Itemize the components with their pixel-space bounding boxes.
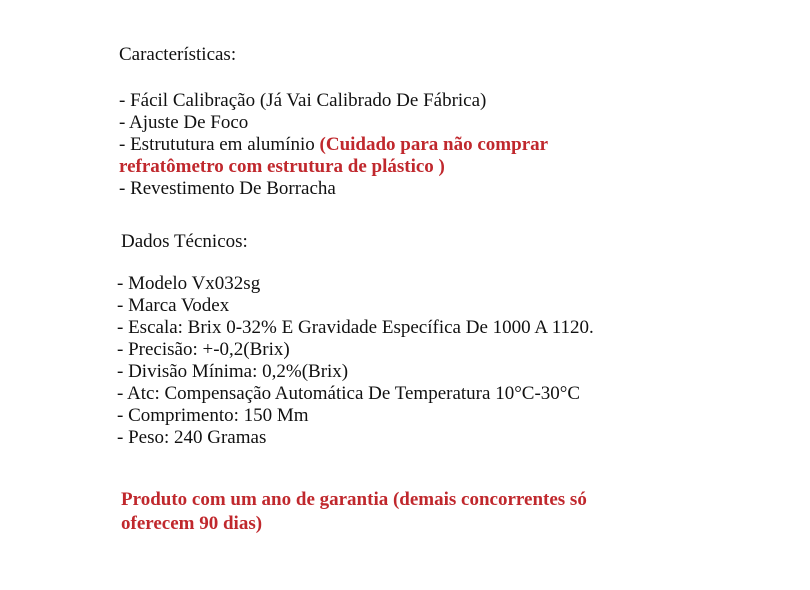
feature-item-coating: - Revestimento De Borracha	[119, 178, 336, 199]
spec-atc: - Atc: Compensação Automática De Temperatura 10°C-30°C	[117, 383, 581, 404]
structure-warning: (Cuidado para não comprar	[319, 134, 549, 155]
spec-scale: - Escala: Brix 0-32% E Gravidade Específica De 1000 A 1120.	[117, 317, 594, 338]
spec-weight: - Peso: 240 Gramas	[117, 427, 267, 448]
feature-item-structure-warning-cont	[119, 156, 548, 178]
technical-list	[117, 273, 594, 449]
feature-item-structure: - Estrututura em alumínio (Cuidado para não comprar	[119, 134, 549, 155]
spec-min-division: - Divisão Mínima: 0,2%(Brix)	[117, 361, 349, 382]
spec-model: - Modelo Vx032sg	[117, 273, 261, 294]
technical-heading: Dados Técnicos:	[121, 231, 248, 252]
structure-warning-continued: refratômetro com estrutura de plástico )	[119, 156, 445, 177]
feature-item-focus: - Ajuste De Foco	[119, 112, 249, 133]
warranty-notice	[121, 488, 681, 536]
features-list	[119, 90, 548, 200]
spec-length: - Comprimento: 150 Mm	[117, 405, 309, 426]
feature-item-calibration: - Fácil Calibração (Já Vai Calibrado De Fábrica)	[119, 90, 487, 111]
features-heading: Características:	[119, 44, 237, 65]
warranty-line-2: oferecem 90 dias)	[121, 513, 263, 534]
warranty-line-1: Produto com um ano de garantia (demais concorrentes só	[121, 489, 587, 510]
spec-precision: - Precisão: +-0,2(Brix)	[117, 339, 290, 360]
spec-brand: - Marca Vodex	[117, 295, 230, 316]
